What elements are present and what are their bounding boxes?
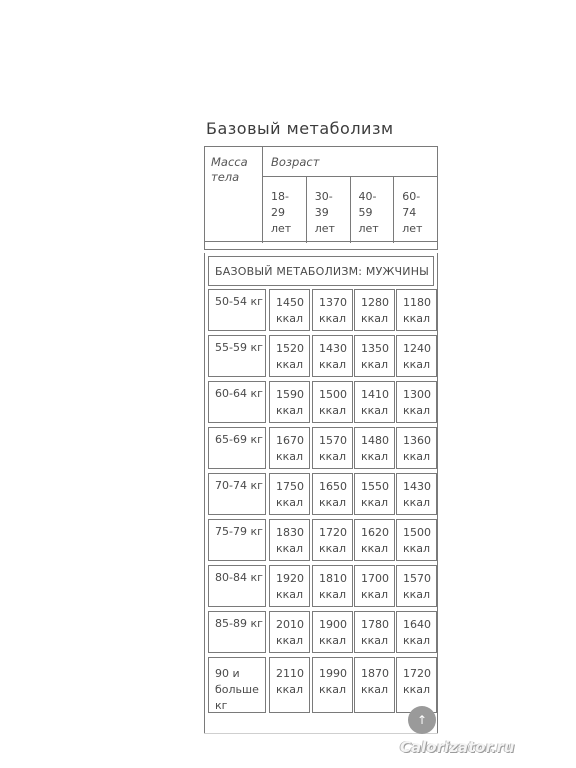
value-cell: 1920 ккал [269,565,310,607]
page-title: Базовый метаболизм [206,119,394,138]
value-cell: 1480 ккал [354,427,395,469]
value-cell: 1370 ккал [312,289,353,331]
value-cell: 1570 ккал [312,427,353,469]
value-cell: 1280 ккал [354,289,395,331]
value-cell: 1750 ккал [269,473,310,515]
value-cell: 1810 ккал [312,565,353,607]
mass-cell: 75-79 кг [208,519,266,561]
table-caption: БАЗОВЫЙ МЕТАБОЛИЗМ: МУЖЧИНЫ [208,256,434,286]
value-cell: 1870 ккал [354,657,395,713]
age-groups [263,177,437,243]
table-row [208,473,436,515]
value-cell: 1670 ккал [269,427,310,469]
value-cell: 1240 ккал [396,335,437,377]
table-bottom-border [204,733,438,734]
value-cell: 1700 ккал [354,565,395,607]
value-cell: 1520 ккал [269,335,310,377]
value-cell: 1550 ккал [354,473,395,515]
mass-cell: 85-89 кг [208,611,266,653]
table-row [208,519,436,561]
value-cell: 1500 ккал [396,519,437,561]
age-group-header: 30- 39 лет [307,177,351,243]
header-divider [205,241,437,249]
value-cell: 1430 ккал [312,335,353,377]
table-row [208,381,436,423]
scroll-to-top-button[interactable] [408,706,436,734]
mass-cell: 80-84 кг [208,565,266,607]
table-row [208,657,436,713]
value-cell: 1780 ккал [354,611,395,653]
age-group-header: 40- 59 лет [351,177,395,243]
value-cell: 1720 ккал [312,519,353,561]
age-group-header: 18- 29 лет [263,177,307,243]
value-cell: 1500 ккал [312,381,353,423]
value-cell: 2110 ккал [269,657,310,713]
table-row [208,427,436,469]
value-cell: 1410 ккал [354,381,395,423]
table-row [208,289,436,331]
mass-cell: 70-74 кг [208,473,266,515]
value-cell: 1590 ккал [269,381,310,423]
value-cell: 1350 ккал [354,335,395,377]
value-cell: 1620 ккал [354,519,395,561]
age-group-header: 60- 74 лет [402,190,423,235]
table-row [208,565,436,607]
mass-cell: 60-64 кг [208,381,266,423]
mass-cell: 50-54 кг [208,289,266,331]
value-cell: 1830 ккал [269,519,310,561]
table-row [208,335,436,377]
mass-cell: 90 и больше кг [208,657,266,713]
table-row [208,611,436,653]
age-column-header: Возраст [263,147,437,177]
value-cell: 2010 ккал [269,611,310,653]
watermark: Calorizator.ru [400,738,515,756]
value-cell: 1360 ккал [396,427,437,469]
value-cell: 1450 ккал [269,289,310,331]
value-cell: 1640 ккал [396,611,437,653]
mass-cell: 55-59 кг [208,335,266,377]
value-cell: 1990 ккал [312,657,353,713]
value-cell: 1570 ккал [396,565,437,607]
table-header [204,146,438,250]
value-cell: 1180 ккал [396,289,437,331]
value-cell: 1720 ккал [396,657,437,713]
metabolism-table [204,253,438,733]
mass-cell: 65-69 кг [208,427,266,469]
mass-column-header: Масса тела [205,147,263,243]
value-cell: 1900 ккал [312,611,353,653]
value-cell: 1430 ккал [396,473,437,515]
arrow-up-icon: ↑ [416,713,428,727]
value-cell: 1300 ккал [396,381,437,423]
value-cell: 1650 ккал [312,473,353,515]
